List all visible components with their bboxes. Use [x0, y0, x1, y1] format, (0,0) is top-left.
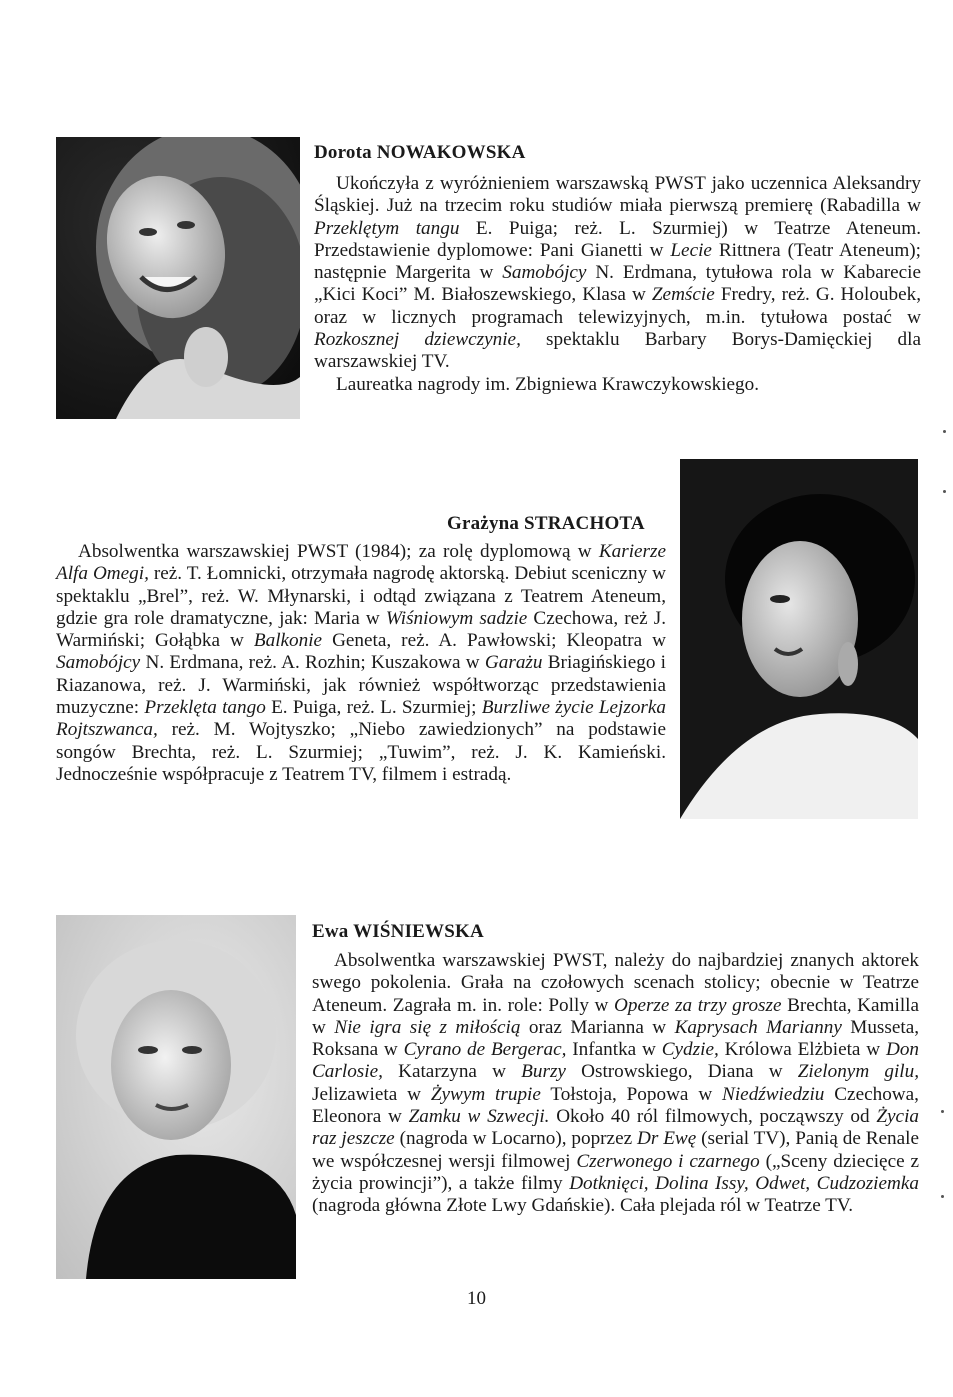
- photo-dorota-nowakowska: [56, 137, 300, 419]
- text-run: reż. M. Wojtyszko; „Niebo zawiedzionych” na podstawie songów Brechta, reż. L. Szurmiej; „Tuwim”, reż. J. K. Kamieński. Jednocześnie współpracuje z Teatrem TV, filmem i estradą.: [56, 719, 666, 785]
- text-run: Czechowa, Eleonora w: [312, 1083, 919, 1128]
- bio-ewa-wisniewska: [312, 950, 919, 1218]
- text-run: Infantka w: [566, 1039, 662, 1061]
- text-run: (serial TV), Panią de Renale we współczesnej wersji filmowej: [312, 1128, 920, 1172]
- photo-ewa-wisniewska: [56, 915, 296, 1279]
- title-italic: Karierze Alfa Omegi,: [56, 541, 666, 585]
- text-run: N. Erdmana, tytułowa rola w Kabarecie „Kici Koci” M. Białoszewskiego, Klasa w: [314, 262, 921, 306]
- title-italic: Cydzie,: [661, 1039, 719, 1061]
- title-italic: Lecie: [670, 239, 712, 261]
- bio-grazyna-strachota: [56, 541, 666, 786]
- title-italic: Garażu: [484, 652, 543, 674]
- title-italic: Przeklętym tangu: [314, 217, 460, 239]
- text-run: N. Erdmana, reż. A. Rozhin; Kuszakowa w: [140, 652, 485, 674]
- title-italic: Kaprysach Marianny: [674, 1016, 842, 1038]
- portrait-woman-profile-earring-icon: [680, 459, 918, 819]
- text-run: Jelizawieta w: [312, 1083, 431, 1105]
- actor-name-ewa-wisniewska: Ewa WIŚNIEWSKA: [312, 921, 484, 942]
- title-italic: Zamku w Szwecji.: [408, 1106, 550, 1128]
- title-italic: Żywym trupie: [430, 1083, 541, 1105]
- actor-name-dorota-nowakowska: Dorota NOWAKOWSKA: [314, 142, 526, 163]
- title-italic: Nie igra się z miłością: [334, 1016, 521, 1038]
- scan-speck: [943, 430, 946, 433]
- title-italic: Dotknięci, Dolina Issy, Odwet, Cudzoziemka: [569, 1172, 919, 1194]
- text-run: oraz Marianna w: [520, 1016, 675, 1038]
- text-run: Fredry, reż. G. Holoubek, oraz w licznych programach telewizyjnych, m.in. tytułowa postać w: [314, 284, 922, 328]
- text-run: (nagroda w Locarno), poprzez: [394, 1128, 637, 1150]
- text-run: Tołstoja, Popowa w: [540, 1083, 723, 1105]
- text-run: Musseta, Roksana w: [312, 1016, 920, 1061]
- scan-speck: [941, 1110, 944, 1113]
- text-run: Laureatka nagrody im. Zbigniewa Krawczykowskiego.: [336, 373, 760, 395]
- text-run: Briagińskiego i Riazanowa, reż. J. Warmiński, jak również współtworząc przedstawienia muzyczne:: [56, 652, 666, 719]
- text-run: Absolwentka warszawskiej PWST, należy do najbardziej znanych aktorek swego pokolenia. Grała na czołowych scenach stolicy; obecnie w Teatrze Ateneum. Zagrała m. in. role: Polly w: [312, 950, 919, 1016]
- bio-paragraph: [56, 541, 666, 786]
- page-number: 10: [467, 1288, 486, 1309]
- text-run: Absolwentka warszawskiej PWST (1984); za rolę dyplomową w: [78, 541, 599, 562]
- title-italic: Dr Ewę: [636, 1128, 697, 1150]
- text-run: E. Puiga; reż. L. Szurmiej) w Teatrze Ateneum. Przedstawienie dyplomowe: Pani Gianetti w: [314, 217, 921, 261]
- text-run: Geneta, reż. A. Pawłowski; Kleopatra w: [322, 630, 666, 652]
- text-run: Ostrowskiego, Diana w: [565, 1061, 798, 1083]
- portrait-blonde-woman-black-sweater-icon: [56, 915, 296, 1279]
- title-italic: Czerwonego i czarnego: [576, 1150, 760, 1172]
- bio-paragraph: [314, 173, 921, 374]
- text-run: Rittnera (Teatr Ateneum); następnie Margerita w: [314, 239, 921, 284]
- title-italic: Burzliwe życie Lejzorka Rojtszwanca,: [56, 697, 666, 741]
- text-run: spektaklu Barbary Borys-Damięckiej dla warszawskiej TV.: [314, 329, 921, 373]
- text-run: Katarzyna w: [382, 1061, 522, 1083]
- title-italic: Zielonym gilu,: [797, 1061, 920, 1083]
- title-italic: Zemście: [651, 284, 715, 306]
- title-italic: Niedźwiedziu: [722, 1083, 825, 1105]
- bio-dorota-nowakowska: [314, 173, 921, 396]
- scan-speck: [941, 1195, 944, 1198]
- title-italic: Życia raz jeszcze: [312, 1106, 919, 1150]
- portrait-smiling-woman-icon: [56, 137, 300, 419]
- text-run: („Sceny dziecięce z życia prowincji”), a także filmy: [312, 1150, 919, 1194]
- bio-paragraph: [312, 950, 919, 1218]
- title-italic: Wiśniowym sadzie: [385, 607, 528, 629]
- title-italic: Burzy: [521, 1061, 566, 1083]
- text-run: (nagroda główna Złote Lwy Gdańskie). Cała plejada ról w Teatrze TV.: [312, 1195, 854, 1217]
- title-italic: Operze za trzy grosze: [614, 994, 782, 1016]
- title-italic: Don Carlosie,: [312, 1039, 920, 1083]
- text-run: Czechowa, reż J. Warmiński; Gołąbka w: [56, 607, 666, 652]
- scan-speck: [943, 490, 946, 493]
- title-italic: Samobójcy: [502, 262, 587, 284]
- text-run: Około 40 ról filmowych, począwszy od: [549, 1106, 877, 1128]
- title-italic: Rozkosznej dziewczynie,: [314, 329, 521, 351]
- photo-grazyna-strachota: [680, 459, 918, 819]
- text-run: Królowa Elżbieta w: [718, 1039, 886, 1061]
- text-run: E. Puiga, reż. L. Szurmiej;: [265, 697, 482, 719]
- bio-paragraph: [314, 374, 921, 396]
- text-run: Ukończyła z wyróżnieniem warszawską PWST jako uczennica Aleksandry Śląskiej. Już na trzecim roku studiów miała pierwszą premierę (Rabadilla w: [314, 173, 921, 217]
- title-italic: Cyrano de Bergerac,: [403, 1039, 567, 1061]
- text-run: Brechta, Kamilla w: [312, 994, 919, 1038]
- title-italic: Samobójcy: [56, 652, 141, 674]
- actor-name-grazyna-strachota: Grażyna STRACHOTA: [447, 513, 645, 534]
- title-italic: Balkonie: [253, 630, 323, 652]
- text-run: reż. T. Łomnicki, otrzymała nagrodę aktorską. Debiut sceniczny w spektaklu „Brel”, reż. W. Młynarski, i odtąd związana z Teatrem Ateneum, gdzie gra role dramatyczne, jak: Maria w: [56, 563, 666, 629]
- title-italic: Przeklęta tango: [144, 697, 266, 719]
